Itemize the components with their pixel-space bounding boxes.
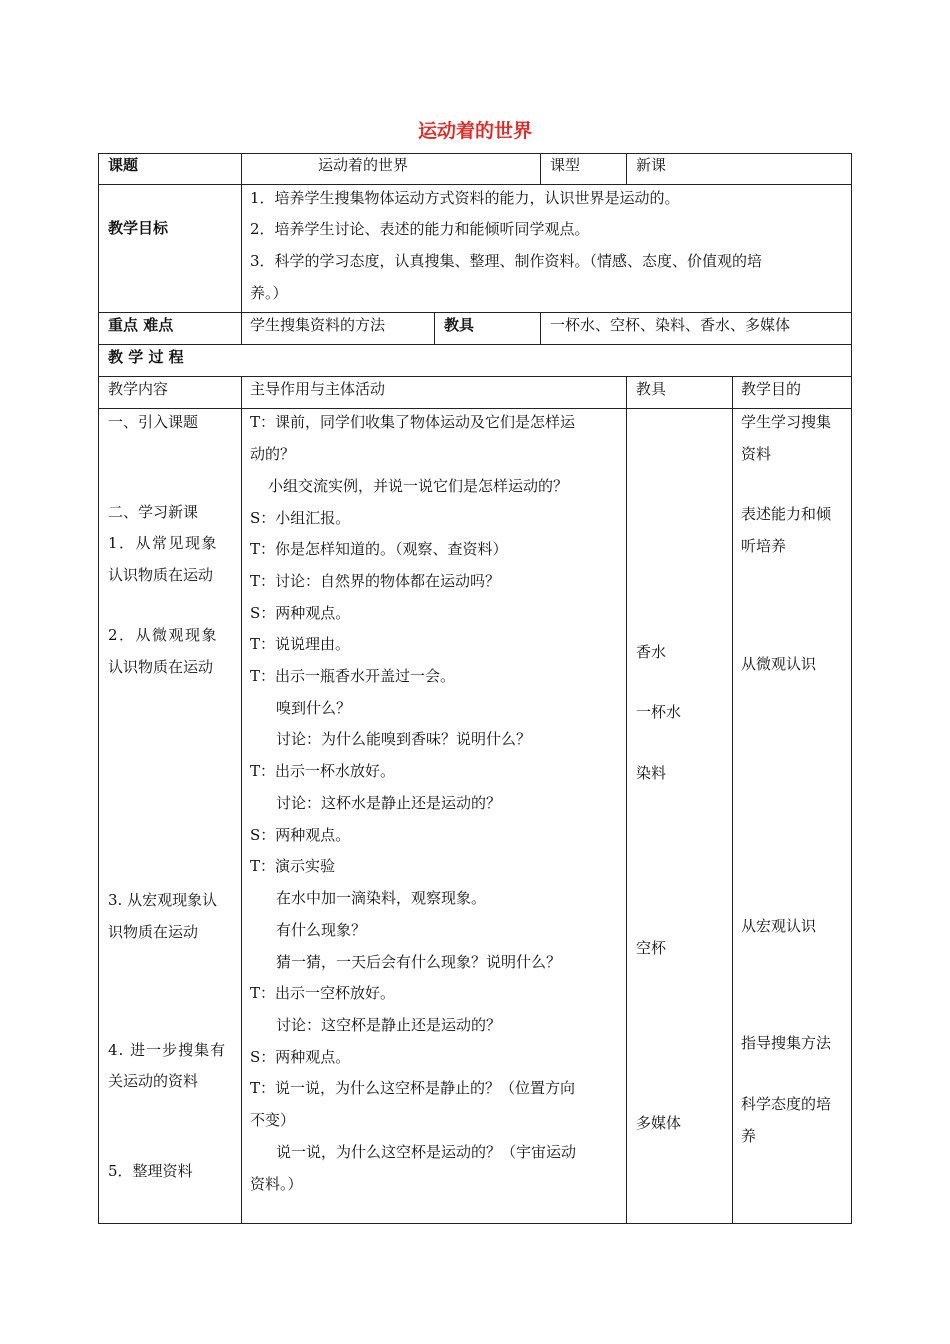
activity-line: T：出示一瓶香水开盖过一会。 <box>250 667 456 685</box>
activity-line: 动的？ <box>250 445 296 463</box>
objective-item: 3．科学的学习态度，认真搜集、整理、制作资料。（情感、态度、价值观的培 <box>250 252 763 270</box>
content-item: 1．从常见现象 <box>108 534 219 552</box>
activity-line: 嗅到什么？ <box>276 699 352 717</box>
activity-line: T：说一说，为什么这空杯是静止的？（位置方向 <box>250 1079 576 1097</box>
tools-label: 教具 <box>444 316 475 334</box>
purpose-item: 资料 <box>741 445 772 463</box>
process-heading: 教 学 过 程 <box>108 348 184 366</box>
focus-value: 学生搜集资料的方法 <box>250 316 386 334</box>
activity-line: S：两种观点。 <box>250 604 351 622</box>
purpose-item: 听培养 <box>741 537 787 555</box>
activity-line: T：说说理由。 <box>250 635 351 653</box>
activity-line: T：讨论：自然界的物体都在运动吗？ <box>250 572 501 590</box>
purpose-item: 从微观认识 <box>741 655 817 673</box>
activity-line: 讨论：为什么能嗅到香味？说明什么？ <box>276 730 532 748</box>
activity-line: T：出示一空杯放好。 <box>250 984 396 1002</box>
tool-item: 一杯水 <box>636 703 682 721</box>
activity-line: 在水中加一滴染料，观察现象。 <box>276 889 487 907</box>
activity-line: T：出示一杯水放好。 <box>250 762 396 780</box>
activity-line: 讨论：这杯水是静止还是运动的？ <box>276 794 502 812</box>
content-item: 认识物质在运动 <box>108 566 214 584</box>
activity-line: 小组交流实例，并说一说它们是怎样运动的？ <box>268 477 569 495</box>
subject-value: 运动着的世界 <box>318 156 409 174</box>
purpose-item: 指导搜集方法 <box>741 1034 832 1052</box>
activity-line: 有什么现象？ <box>276 921 367 939</box>
activity-line: 讨论：这空杯是静止还是运动的？ <box>276 1016 502 1034</box>
column-header: 教学内容 <box>108 380 169 398</box>
objective-item: 2．培养学生讨论、表述的能力和能倾听同学观点。 <box>250 220 590 238</box>
tool-item: 空杯 <box>636 939 667 957</box>
activity-line: S：小组汇报。 <box>250 509 351 527</box>
tool-item: 染料 <box>636 764 667 782</box>
activity-line: 说一说，为什么这空杯是运动的？（宇宙运动 <box>276 1143 577 1161</box>
activity-line: T：你是怎样知道的。（观察、查资料） <box>250 540 508 558</box>
activity-line: S：两种观点。 <box>250 826 351 844</box>
column-header: 主导作用与主体活动 <box>250 380 386 398</box>
subject-label: 课题 <box>108 156 139 174</box>
focus-label: 重点 难点 <box>108 316 174 334</box>
content-item: 3. 从宏观现象认 <box>108 891 218 909</box>
tools-value: 一杯水、空杯、染料、香水、多媒体 <box>550 316 791 334</box>
page-title: 运动着的世界 <box>417 120 532 142</box>
content-item: 关运动的资料 <box>108 1072 199 1090</box>
objective-item: 养。） <box>250 284 288 302</box>
content-item: 5．整理资料 <box>108 1162 193 1180</box>
tool-item: 香水 <box>636 643 667 661</box>
purpose-item: 养 <box>741 1127 757 1145</box>
type-value: 新课 <box>636 156 667 174</box>
activity-line: 资料。） <box>250 1175 303 1193</box>
objective-item: 1．培养学生搜集物体运动方式资料的能力，认识世界是运动的。 <box>250 189 680 207</box>
content-item: 一、引入课题 <box>108 413 199 431</box>
purpose-item: 科学态度的培 <box>741 1095 832 1113</box>
purpose-item: 表述能力和倾 <box>741 505 832 523</box>
activity-line: T：演示实验 <box>250 857 336 875</box>
column-header: 教具 <box>636 380 667 398</box>
purpose-item: 从宏观认识 <box>741 917 817 935</box>
type-label: 课型 <box>550 156 581 174</box>
content-item: 2．从微观现象 <box>108 626 219 644</box>
activity-line: 不变） <box>250 1111 296 1129</box>
activity-line: T：课前，同学们收集了物体运动及它们是怎样运 <box>250 413 576 431</box>
tool-item: 多媒体 <box>636 1114 682 1132</box>
content-item: 认识物质在运动 <box>108 658 214 676</box>
activity-line: S：两种观点。 <box>250 1048 351 1066</box>
content-item: 4. 进一步搜集有 <box>108 1041 227 1059</box>
activity-line: 猜一猜，一天后会有什么现象？说明什么？ <box>276 953 562 971</box>
column-header: 教学目的 <box>741 380 802 398</box>
content-item: 二、学习新课 <box>108 503 199 521</box>
objectives-label: 教学目标 <box>108 219 169 237</box>
purpose-item: 学生学习搜集 <box>741 413 832 431</box>
content-item: 识物质在运动 <box>108 923 199 941</box>
